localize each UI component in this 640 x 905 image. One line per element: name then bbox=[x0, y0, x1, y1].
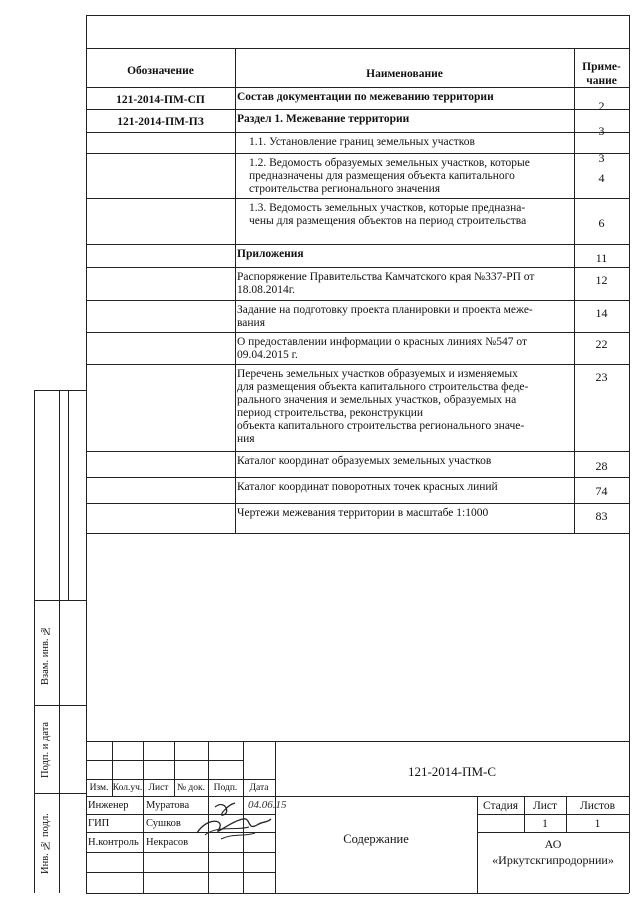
row-name-line: Каталог координат образуемых земельных участков bbox=[237, 455, 492, 467]
row-name bbox=[237, 91, 572, 104]
stamp-col-header: Дата bbox=[249, 783, 269, 793]
row-name-line: 1.3. Ведомость земельных участков, которые предназна- bbox=[249, 202, 526, 214]
row-name-line: рального значения и земельных участков, образуемых на bbox=[237, 394, 517, 406]
row-page: 11 bbox=[595, 251, 608, 265]
row-name-line: Распоряжение Правительства Камчатского края №337-РП от bbox=[237, 271, 535, 283]
stamp-title: Содержание bbox=[343, 832, 409, 846]
stamp-right-line-1 bbox=[477, 814, 629, 815]
stamp-col-2 bbox=[143, 741, 144, 893]
row-name-line: 09.04.2015 г. bbox=[237, 349, 298, 361]
stamp-row-7 bbox=[86, 852, 275, 853]
row-divider bbox=[86, 132, 629, 133]
row-name-line: 18.08.2014г. bbox=[237, 284, 296, 296]
row-name-line: 1.1. Установление границ земельных участков bbox=[249, 136, 475, 148]
row-name bbox=[237, 248, 572, 261]
row-page: 74 bbox=[595, 484, 608, 498]
row-name-line: чены для размещения объектов на период строительства bbox=[249, 215, 527, 227]
row-name-line: 1.2. Ведомость образуемых земельных участков, которые bbox=[249, 157, 530, 169]
margin-line-inner bbox=[68, 390, 69, 600]
row-name bbox=[249, 157, 572, 196]
handwritten-date: 04.06.15 bbox=[248, 799, 287, 811]
col-divider-1 bbox=[235, 48, 236, 533]
org-line1: АО bbox=[544, 837, 562, 851]
header-name: Наименование bbox=[366, 68, 443, 80]
row-name-line: вания bbox=[237, 317, 265, 329]
header-note-line1: Приме- bbox=[582, 61, 621, 73]
margin-line-left bbox=[34, 390, 35, 893]
row-divider bbox=[86, 198, 629, 199]
stamp-role: Инженер bbox=[88, 800, 129, 811]
row-name bbox=[237, 368, 572, 446]
row-divider bbox=[86, 87, 629, 88]
row-divider bbox=[86, 503, 629, 504]
row-name bbox=[237, 271, 572, 297]
row-divider bbox=[86, 300, 629, 301]
row-name-line: Перечень земельных участков образуемых и изменяемых bbox=[237, 368, 518, 380]
stamp-role: Н.контроль bbox=[88, 837, 139, 848]
row-name-line: Приложения bbox=[237, 248, 304, 260]
row-name bbox=[237, 455, 572, 468]
stamp-person-name: Некрасов bbox=[146, 837, 189, 848]
row-page: 4 bbox=[598, 171, 605, 185]
label-inv-orig: Инв. № подл. bbox=[40, 813, 51, 875]
stamp-col-header: Кол.уч. bbox=[112, 783, 143, 793]
stamp-row-4 bbox=[86, 796, 629, 797]
row-name bbox=[237, 304, 572, 330]
margin-division-1 bbox=[34, 600, 86, 601]
row-name-line: Чертежи межевания территории в масштабе 1:1000 bbox=[237, 507, 489, 519]
row-name-line: О предоставлении информации о красных линиях №547 от bbox=[237, 336, 527, 348]
row-divider bbox=[86, 244, 629, 245]
stamp-top bbox=[86, 741, 629, 742]
stage-label: Стадия bbox=[482, 800, 519, 812]
header-designation: Обозначение bbox=[127, 65, 194, 77]
row-page: 23 bbox=[595, 370, 608, 384]
row-name-line: период строительства, реконструкции bbox=[237, 407, 424, 419]
col-divider-2 bbox=[574, 48, 575, 533]
row-name bbox=[237, 481, 572, 494]
row-name-line: предназначены для размещения объекта капитального bbox=[249, 170, 515, 182]
row-divider bbox=[86, 153, 629, 154]
row-page: 6 bbox=[598, 216, 605, 230]
sheets-label: Листов bbox=[579, 800, 616, 812]
stamp-col-header: Лист bbox=[148, 783, 169, 793]
header-note-line2: чание bbox=[586, 75, 617, 87]
frame-right bbox=[629, 15, 630, 893]
row-divider bbox=[86, 364, 629, 365]
table-bottom bbox=[86, 533, 629, 534]
row-page: 28 bbox=[595, 459, 608, 473]
margin-line-mid bbox=[59, 390, 60, 893]
row-name-line: Задание на подготовку проекта планировки и проекта меже- bbox=[237, 304, 533, 316]
sheet-value: 1 bbox=[542, 818, 548, 830]
stamp-row-8 bbox=[86, 872, 275, 873]
row-name bbox=[249, 136, 572, 149]
stamp-col-header: Подп. bbox=[213, 783, 238, 793]
row-name-line: Раздел 1. Межевание территории bbox=[237, 113, 410, 125]
stamp-person-name: Муратова bbox=[146, 800, 190, 811]
stamp-col-header: Изм. bbox=[89, 783, 109, 793]
stamp-row-3 bbox=[86, 779, 275, 780]
row-name-line: строительства регионального значения bbox=[249, 183, 441, 195]
frame-bottom bbox=[86, 893, 629, 894]
row-code: 121-2014-ПМ-СП bbox=[116, 94, 205, 106]
row-page: 3 bbox=[598, 151, 605, 165]
stamp-row-2 bbox=[86, 760, 243, 761]
org-line2: «Иркутскгипродорнии» bbox=[492, 853, 614, 867]
stamp-role: ГИП bbox=[88, 818, 110, 829]
row-name bbox=[237, 507, 572, 520]
row-name-line: объекта капитального строительства регионального значе- bbox=[237, 420, 525, 432]
sheets-value: 1 bbox=[594, 818, 601, 830]
table-rows bbox=[86, 48, 629, 533]
frame-top bbox=[86, 15, 629, 16]
row-page: 22 bbox=[595, 337, 608, 351]
signature-image bbox=[185, 795, 280, 845]
row-name bbox=[237, 113, 572, 126]
contents-table bbox=[86, 48, 629, 533]
row-name-line: ния bbox=[237, 433, 255, 445]
row-name-line: Состав документации по межеванию территории bbox=[237, 91, 494, 103]
row-divider bbox=[86, 451, 629, 452]
stamp-col-header: № док. bbox=[176, 783, 205, 793]
row-code: 121-2014-ПМ-ПЗ bbox=[117, 116, 204, 128]
margin-division-2 bbox=[34, 705, 86, 706]
row-name-line: Каталог координат поворотных точек красных линий bbox=[237, 481, 498, 493]
row-divider bbox=[86, 477, 629, 478]
row-page: 12 bbox=[595, 273, 608, 287]
row-name-line: для размещения объекта капитального строительства феде- bbox=[237, 381, 529, 393]
stamp-right-line-2 bbox=[477, 832, 629, 833]
row-divider bbox=[86, 109, 629, 110]
row-name bbox=[237, 336, 572, 362]
stamp-person-name: Сушков bbox=[146, 818, 181, 829]
margin-top-line bbox=[34, 390, 86, 391]
row-page: 3 bbox=[598, 124, 605, 138]
row-name bbox=[249, 202, 572, 228]
row-divider bbox=[86, 267, 629, 268]
label-sign-date: Подп. и дата bbox=[40, 721, 51, 779]
row-divider bbox=[86, 332, 629, 333]
margin-division-3 bbox=[34, 793, 86, 794]
row-page: 14 bbox=[595, 306, 608, 320]
row-page: 2 bbox=[598, 99, 605, 113]
stamp-doc-code: 121-2014-ПМ-С bbox=[407, 764, 497, 779]
sheet-label: Лист bbox=[532, 800, 558, 812]
row-page: 83 bbox=[595, 509, 608, 523]
label-replace-inv: Взам. инв. № bbox=[40, 624, 51, 686]
